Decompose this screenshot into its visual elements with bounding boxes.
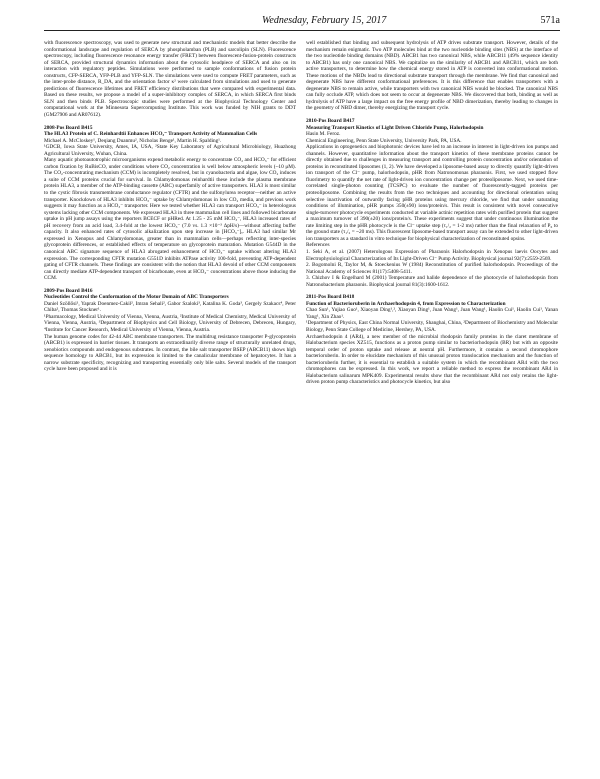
abstract-authors: Daniel Szöllősi¹, Yaprak Doenmez-Cakil², Imran Sehali², Gabor Szaloki³, Katalina K. Goda³, Gergely Szakacs⁴, Peter Chiba², Thomas Stockner¹. (44, 300, 296, 314)
page-header (0, 8, 600, 36)
right-column (306, 40, 558, 386)
abstract-body: The human genome codes for 42-44 ABC membrane transporters. The multidrug resistance transporter P-glycoprotein (ABCB1) is expressed in barrier tissues. It transports an extraordinarily diverse range of structurally unrelated drugs, xenobiotics compounds and endogenous substrates. In contrast, the bile salt transporter BSEP (ABCB11) shows high sequence homology to ABCB1, but its expression is limited to the canalicular membrane of hepatocytes. It has a narrow substrate specificity, recognizing and transporting essentially only bile salts. Several models of the transport cycle have been proposed and it is (44, 333, 296, 373)
abstract-body: Applications in optogenetics and biophotonic devices have led to an increase in interest in light-driven ion pumps and channels. However, quantitative information about the transport kinetics of these membrane proteins cannot be directly obtained due to challenges in measuring transport and controlling protein concentration and/or orientation of proteins in reconstituted liposomes (1, 2). We have developed a liposome-based assay to directly quantify light-driven ion transport of the Cl⁻ pump, halorhodopsin, pHR from Natronomonas pharaonis. First, we used stopped flow fluorimetry to quantify the net rate of light-driven ion concentration change per proteoliposome. Next, we used time-correlated single-photon counting (TCSPC) to evaluate the number of fluorescently-tagged proteins per proteoliposome. Combining the results from the two techniques and accounting for directional orientation using selective inactivation of outwardly facing pHR proteins using mercury chloride, we find that under saturating conditions of illumination, pHR pumps 350(±90) ions/protein/s. This result is consistent with novel consecutive single-turnover photocycle experiments conducted at variable actinic repetition rates with purified protein that suggest a maximum turnover of 390(±20) ions/protein/s. These experiments suggest that under continuous illumination the rate limiting step in the pHR photocycle is the Cl⁻ uptake step (τ₁/₂ = 1-2 ms) rather than the final relaxation of P₆ to the ground state (τ₁/₂ = ~20 ms). This fluorescent liposome-based transport assay can be extended to other light-driven ion transporters as a standard in vitro technique for biophysical characterization of reconstituted opsins. (306, 144, 558, 242)
abstract-authors: Hasin M. Feroz. (306, 131, 341, 138)
abstract-affiliations: ¹Department of Physics, East China Normal University, Shanghai, China, ²Department of Biochemistry and Molecular Biology, Penn State College of Medicine, Hershey, PA, USA. (306, 320, 558, 333)
abstract-affiliations: Chemical Engineering, Penn State University, University Park, PA, USA. (306, 137, 462, 144)
left-column (44, 40, 296, 373)
abstract-authors: Chao Sun¹, Yujiao Guo¹, Xiaoyan Ding¹,², Xiaoyan Ding¹, Juan Wang¹, Juan Wang¹, Haolin Cui¹, Haolin Cui¹, Yanan Yang¹, Xin Zhao¹. (306, 307, 558, 320)
abstract-title: Measuring Transport Kinetics of Light Driven Chloride Pump, Halorhodopsin (306, 124, 484, 131)
abstract-body: Many aquatic photoautotrophic microorganisms expend metabolic energy to concentrate CO₂ and HCO₃⁻ for efficient carbon fixation by RuBisCO, under conditions where CO₂ concentration is well below atmospheric levels (~10 μM). The CO₂-concentrating mechanism (CCM) is incompletely resolved, but in cyanobacteria and algae, low CO₂ induces a suite of CCM proteins crucial for survival. In Chlamydomonas reinhardtii these include the plasma membrane protein HLA3, a member of the ATP-binding cassette (ABC) superfamily of active transporters. HLA3 is most similar to the cystic fibrosis transmembrane conductance regulator (CFTR) and the sulfonylurea receptor—neither an active transporter. Knockdown of HLA3 inhibits HCO₃⁻ uptake by Chlamydomonas in low CO₂ media, and previous work suggests it may function as a HCO₃⁻ transporter. Here we tested whether HLA3 can transport HCO₃⁻ in heterologous systems lacking other CCM components. We expressed HLA3 in three mammalian cell lines and followed bicarbonate uptake in pH jump assays using the reporters BCECF or pHRed. At 1.25 - 25 mM HCO₃⁻, HLA3 increased rates of pH recovery from an acid load, 3.4-fold at the lowest HCO₃⁻ (7.0 vs. 1.3 ×10⁻³ ΔpH/s)—without affecting buffer capacity. It also enhanced rates of cytosolic alkalization upon step increase in [HCO₃⁻]ₒ. HLA3 had similar Mr expressed in Xenopus and Chlamydomonas, greater than in mammalian cells—perhaps reflecting inter-species glycoprotein differences, or established effects of temperature on glycoprotein maturation. Mutation G544D in the canonical ABC signature sequence of HLA3 abrogated enhancement of HCO₃⁻ uptake without altering HLA3 expression. The corresponding CFTR mutation G551D inhibits ATPase activity 100-fold, preventing ATP-dependent gating of CFTR channels. These findings are consistent with the notion that HLA3 devoid of other CCM components can directly mediate ATP-dependent transport of bicarbonate, even at HCO₃⁻ concentrations above those inducing the CCM. (44, 157, 296, 282)
references-heading: References (306, 242, 330, 249)
abstract-board-label: 2811-Pos Board B418 (306, 294, 355, 301)
abstract-title: Function of Bacterioruberin in Archaerhodopsin 4, from Expression to Characterization (306, 300, 506, 307)
continued-abstract-text: well established that binding and subsequent hydrolysis of ATP drives substrate transport. However, details of the mechanism remain enigmatic. Two ATP molecules bind at the two nucleotide binding sites (NBS) at the interface of the two nucleotide binding domains (NBD). ABCB1 has two canonical NBS, while ABCB11 (49% sequence identity to ABCB1) has only one canonical NBS. We capitalize on the similarity of ABCB1 and ABCB11, which are both active transporters, to determine how the chemical energy stored in ATP is converted into conformational motion. These motions of the NBDs lead to directional substrate transport through the membrane. We find that canonical and degenerate NBS have different conformational preferences. It is this difference that enables transporters with a degenerate NBS to remain active, while transporters with two canonical NBS would be blocked. The canonical NBS can fully occlude ATP, which does not seem to occur at degenerate NBS. We discovered that both, binding as well as hydrolysis of ATP have a large impact on the free energy profile of NBD dimerization, thereby leading to changes in the geometry of NBD dimer, thereby energizing the transport cycle. (306, 40, 558, 112)
abstract-board-label: 2808-Pos Board B415 (44, 124, 93, 131)
reference-item: 3. Chizhov I & Engelhard M (2001) Temperature and halide dependence of the photocycle of halorhodopsin from Natronobacterium pharaonis. Biophysical journal 81(3):1600-1612. (306, 275, 558, 288)
header-rule (44, 30, 560, 31)
abstract-board-label: 2810-Pos Board B417 (306, 118, 355, 125)
reference-item: 1. Seki A, et al. (2007) Heterologous Expression of Pharaonis Halorhodopsin in Xenopus laevis Oocytes and Electrophysiological Characterization of Its Light-Driven Cl⁻ Pump Activity. Biophysical journal 92(7):2559-2569. (306, 248, 558, 262)
continued-abstract-text: with fluorescence spectroscopy, was used to generate new structural and mechanistic models that better describe the conformational landscape and regulation of SERCA by phospholamban (PLB) and sarcolipin (SLN). Fluorescence spectroscopy, including fluorescence resonance energy transfer (FRET) between fluorescent-fusion-protein constructs of SERCA, provided structural dynamics information about the cytosolic headpiece of SERCA and also on its interaction with regulatory peptides. Simulations were performed to sample conformations of fusion protein constructs, CFP-SERCA, YFP-PLB and YFP-SLN. The simulations were used to compute FRET parameters, such as the inter-probe distance, R_DA, and the orientation factor κ² were calculated from simulations and used to generate predictions of fluorescence lifetimes and FRET efficiency distributions that were compared with experimental data. Based on these results, we propose a model of a super-inhibitory complex of SERCA, in which SERCA first binds SLN and then binds PLB. Spectroscopic studies were performed at the Biophysical Technology Center and computational work at the Minnesota Supercomputing Institute. This work was funded by NIH grants to DDT (GM27906 and AR07612). (44, 40, 296, 119)
abstract-affiliations: ¹GDCB, Iowa State University, Ames, IA, USA, ²State Key Laboratory of Agricultural Microbiology, Huazhong Agricultural University, Wuhan, China. (44, 144, 296, 157)
page-number: 571a (540, 15, 560, 26)
header-date: Wednesday, February 15, 2017 (262, 15, 387, 26)
abstract-title: Nucleotides Control the Conformation of the Motor Domain of ABC Transporters (44, 294, 229, 301)
abstract-board-label: 2809-Pos Board B416 (44, 287, 93, 294)
abstract-title: The HLA3 Protein of C. Reinhardtii Enhances HCO₃⁻ Transport Activity of Mammalian Cells (44, 131, 258, 138)
abstract-authors: Michael A. McCloskey¹, Deqiang Duanmu², Nicholas Benge¹, Martin H. Spalding¹. (44, 137, 222, 144)
reference-item: 2. Bogomolni R, Taylor M, & Stoeckenius W (1984) Reconstitution of purified halorhodopsin. Proceedings of the National Academy of Sciences 81(17):5408-5411. (306, 262, 558, 275)
abstract-affiliations: ¹Pharmacology, Medical University of Vienna, Vienna, Austria, ²Institute of Medical Chemistry, Medical University of Vienna, Vienna, Austria, ³Department of Biophysics and Cell Biology, University of Debrecen, Debrecen, Hungary, ⁴Institute for Cancer Research, Medical University of Vienna, Vienna, Austria. (44, 313, 296, 333)
abstract-body: Archaerhodopsin 4 (AR4), a new member of the microbial rhodopsin family proteins in the claret membrane of Halobacterium species XZ515, functions as a proton pump similar to bacteriorhodopsin (BR) but with an opposite temporal order of proton uptake and release at neutral pH. Furthermore, it contains a second chromophore bacterioruberin. In order to elucidate mechanism of this unusual proton translocation mechanism and the function of bacterioruberin further, it is essential to establish a suitable system in which the recombinant AR4 with the two chromophores can be expressed. In this work, we report a reliable method to express the recombinant AR4 in Halobacterium salinarum MPK409. Experimental results show that the recombinant AR4 not only retains the light-driven proton pump characteristics and photocycle kinetics, but also (306, 333, 558, 386)
